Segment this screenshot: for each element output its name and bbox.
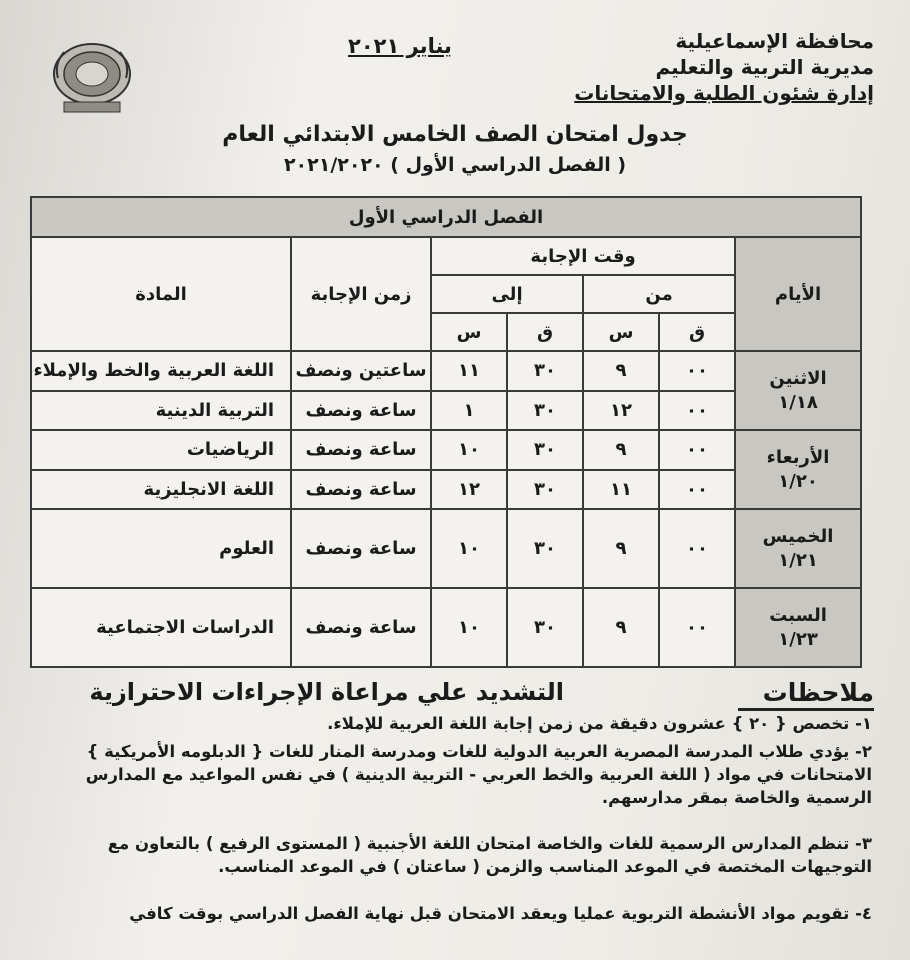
day-name: السبت xyxy=(769,604,827,626)
note-item-1: ١- تخصص { ٢٠ } عشرون دقيقة من زمن إجابة اللغة العربية للإملاء. xyxy=(327,714,872,733)
exam-schedule-table xyxy=(30,196,862,668)
note-item-2: ٢- يؤدي طلاب المدرسة المصرية العربية الدولية للغات ومدرسة المنار للغات { الدبلومه الأمريكية } الامتحانات في مواد ( اللغة العربية والخط العربي - التربية الدينية ) في نفس المواعيد مع المدارس الرسمية والخاصة بمقر مدارسهم. xyxy=(85,742,872,807)
to-header: إلى xyxy=(431,275,583,313)
day-date: ١/٢٠ xyxy=(778,470,818,492)
to-hour: ١ xyxy=(431,391,507,431)
note-item-3: ٣- تنظم المدارس الرسمية للغات والخاصة امتحان اللغة الأجنبية ( المستوى الرفيع ) بالتعاون مع التوجيهات المختصة في الموعد المناسب والزمن ( ساعتان ) في الموعد المناسب. xyxy=(107,834,872,876)
header-row-1 xyxy=(31,237,861,275)
to-minute-header: ق xyxy=(507,313,583,351)
to-minute: ٣٠ xyxy=(507,588,583,667)
day-date: ١/٢١ xyxy=(778,549,818,571)
duration: ساعة ونصف xyxy=(291,391,431,431)
answer-time-header: وقت الإجابة xyxy=(431,237,735,275)
duration-header: زمن الإجابة xyxy=(291,237,431,351)
department: إدارة شئون الطلبة والامتحانات xyxy=(574,81,874,105)
table-row xyxy=(31,509,861,588)
ministry-seal-icon xyxy=(44,38,140,116)
subject: التربية الدينية xyxy=(31,391,291,431)
from-header: من xyxy=(583,275,735,313)
table-row xyxy=(31,351,861,391)
from-hour-header: س xyxy=(583,313,659,351)
schedule-title: جدول امتحان الصف الخامس الابتدائي العام xyxy=(222,122,688,147)
schedule-subtitle: ( الفصل الدراسي الأول ) ٢٠٢١/٢٠٢٠ xyxy=(283,154,627,176)
table-row xyxy=(31,430,861,470)
term-header-row xyxy=(31,197,861,237)
issue-date: يناير ٢٠٢١ xyxy=(348,34,452,58)
day-name: الخميس xyxy=(762,525,834,547)
to-hour: ١٠ xyxy=(431,430,507,470)
day-cell xyxy=(735,588,861,667)
from-minute: ٠٠ xyxy=(659,430,735,470)
day-cell xyxy=(735,351,861,430)
notes-underline xyxy=(738,708,874,711)
subject: العلوم xyxy=(31,509,291,588)
duration: ساعتين ونصف xyxy=(291,351,431,391)
to-minute: ٣٠ xyxy=(507,391,583,431)
to-hour: ١٠ xyxy=(431,588,507,667)
from-minute: ٠٠ xyxy=(659,588,735,667)
from-minute: ٠٠ xyxy=(659,351,735,391)
subject: اللغة العربية والخط والإملاء xyxy=(31,351,291,391)
from-minute: ٠٠ xyxy=(659,391,735,431)
notes-title: ملاحظات xyxy=(762,678,874,707)
to-minute: ٣٠ xyxy=(507,470,583,510)
governorate: محافظة الإسماعيلية xyxy=(675,29,874,53)
duration: ساعة ونصف xyxy=(291,509,431,588)
subject: الدراسات الاجتماعية xyxy=(31,588,291,667)
term-label: الفصل الدراسي الأول xyxy=(31,197,861,237)
to-minute: ٣٠ xyxy=(507,430,583,470)
day-date: ١/١٨ xyxy=(778,391,818,413)
from-hour: ٩ xyxy=(583,509,659,588)
notes-emphasis: التشديد علي مراعاة الإجراءات الاحترازية xyxy=(89,678,564,706)
day-name: الاثنين xyxy=(769,367,827,389)
subject: اللغة الانجليزية xyxy=(31,470,291,510)
directorate: مديرية التربية والتعليم xyxy=(655,55,874,79)
issuer-block xyxy=(544,28,874,106)
to-minute: ٣٠ xyxy=(507,351,583,391)
days-header: الأيام xyxy=(735,237,861,351)
from-hour: ٩ xyxy=(583,430,659,470)
from-minute-header: ق xyxy=(659,313,735,351)
duration: ساعة ونصف xyxy=(291,588,431,667)
from-hour: ٩ xyxy=(583,588,659,667)
from-hour: ١١ xyxy=(583,470,659,510)
note-item-4: ٤- تقويم مواد الأنشطة التربوية عمليا ويعقد الامتحان قبل نهاية الفصل الدراسي بوقت كافي xyxy=(129,904,872,923)
day-cell xyxy=(735,430,861,509)
duration: ساعة ونصف xyxy=(291,430,431,470)
subject-header: المادة xyxy=(31,237,291,351)
from-hour: ١٢ xyxy=(583,391,659,431)
from-hour: ٩ xyxy=(583,351,659,391)
to-hour: ١٢ xyxy=(431,470,507,510)
from-minute: ٠٠ xyxy=(659,509,735,588)
from-minute: ٠٠ xyxy=(659,470,735,510)
to-hour-header: س xyxy=(431,313,507,351)
duration: ساعة ونصف xyxy=(291,470,431,510)
to-hour: ١٠ xyxy=(431,509,507,588)
day-date: ١/٢٣ xyxy=(778,628,818,650)
to-minute: ٣٠ xyxy=(507,509,583,588)
subject: الرياضيات xyxy=(31,430,291,470)
to-hour: ١١ xyxy=(431,351,507,391)
day-name: الأربعاء xyxy=(766,446,830,468)
day-cell xyxy=(735,509,861,588)
table-row xyxy=(31,588,861,667)
